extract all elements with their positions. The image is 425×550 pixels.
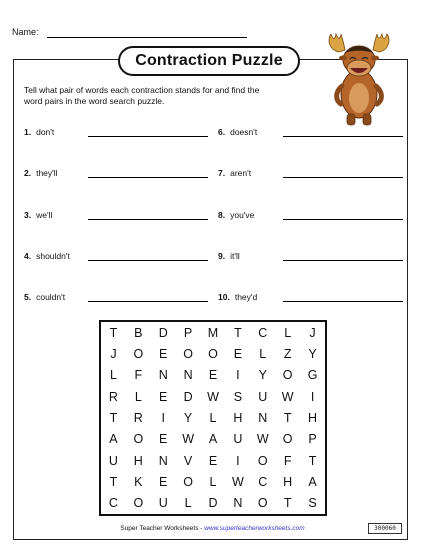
grid-letter[interactable]: P [183, 325, 193, 340]
grid-letter[interactable]: O [133, 496, 144, 511]
footer-brand: Super Teacher Worksheets - [120, 525, 205, 532]
grid-letter[interactable]: I [310, 389, 315, 404]
answer-blank[interactable] [283, 136, 403, 137]
grid-letter[interactable]: C [258, 474, 268, 489]
grid-letter[interactable]: W [281, 389, 294, 404]
grid-letter[interactable]: Y [258, 368, 267, 383]
contraction-item [218, 292, 257, 302]
grid-letter[interactable]: F [134, 368, 143, 383]
answer-blank[interactable] [283, 177, 403, 178]
item-number: 5. [24, 292, 32, 302]
word-search-grid [99, 320, 327, 516]
contraction-word: we'll [36, 210, 53, 220]
contraction-word: you've [230, 210, 255, 220]
contraction-item [218, 127, 257, 137]
grid-letter[interactable]: E [208, 368, 218, 383]
contraction-word: it'll [230, 251, 240, 261]
grid-letter[interactable]: O [133, 346, 144, 361]
grid-letter[interactable]: N [158, 453, 168, 468]
grid-letter[interactable]: J [309, 325, 316, 340]
item-number: 6. [218, 127, 226, 137]
grid-letter[interactable]: I [236, 453, 240, 468]
contraction-item [218, 251, 240, 261]
contraction-item [24, 292, 65, 302]
grid-letter[interactable]: S [308, 496, 317, 511]
grid-letter[interactable]: O [183, 346, 193, 361]
grid-letter[interactable]: N [258, 410, 268, 425]
grid-letter[interactable]: L [284, 325, 292, 340]
worksheet-code: 300060 [368, 523, 402, 534]
answer-blank[interactable] [283, 301, 403, 302]
footer [0, 525, 425, 532]
grid-letter[interactable]: E [233, 346, 243, 361]
item-number: 8. [218, 210, 226, 220]
grid-letter[interactable]: A [208, 432, 218, 447]
grid-letter[interactable]: U [108, 453, 118, 468]
grid-letter[interactable]: T [283, 410, 292, 425]
grid-letter[interactable]: L [209, 410, 217, 425]
grid-letter[interactable]: H [133, 453, 143, 468]
grid-letter[interactable]: I [161, 410, 165, 425]
answer-blank[interactable] [88, 136, 208, 137]
grid-letter[interactable]: T [308, 453, 317, 468]
grid-letter[interactable]: W [207, 389, 219, 404]
grid-letter[interactable]: E [159, 432, 168, 447]
name-line[interactable] [47, 37, 247, 38]
grid-letter[interactable]: F [283, 453, 292, 468]
grid-letter[interactable]: H [308, 410, 318, 425]
grid-letter[interactable]: N [183, 368, 193, 383]
grid-letter[interactable]: D [183, 389, 193, 404]
moose-mascot-icon [325, 28, 393, 128]
grid-letter[interactable]: T [109, 325, 118, 340]
grid-letter[interactable]: U [258, 389, 268, 404]
item-number: 7. [218, 168, 226, 178]
grid-letter[interactable]: N [158, 368, 168, 383]
grid-letter[interactable]: L [109, 368, 117, 383]
title-banner [118, 46, 300, 76]
grid-letter[interactable]: G [307, 368, 318, 383]
contraction-item [24, 127, 54, 137]
name-label: Name: [12, 27, 39, 37]
grid-letter[interactable]: T [109, 410, 118, 425]
grid-letter[interactable]: O [257, 453, 268, 468]
contraction-item [24, 210, 52, 220]
grid-letter[interactable]: D [158, 325, 168, 340]
grid-letter[interactable]: L [259, 346, 267, 361]
answer-blank[interactable] [88, 177, 208, 178]
contraction-item [24, 251, 70, 261]
grid-letter[interactable]: U [158, 496, 168, 511]
grid-letter[interactable]: H [233, 410, 243, 425]
answer-blank[interactable] [283, 260, 403, 261]
item-number: 2. [24, 168, 32, 178]
grid-letter[interactable]: V [183, 453, 193, 468]
grid-letter[interactable]: U [233, 432, 243, 447]
grid-letter[interactable]: E [159, 389, 168, 404]
grid-letter[interactable]: T [234, 325, 242, 340]
grid-letter[interactable]: O [257, 496, 268, 511]
grid-letter[interactable]: T [283, 496, 292, 511]
contraction-word: don't [36, 127, 55, 137]
grid-letter[interactable]: A [308, 474, 317, 489]
contraction-word: doesn't [230, 127, 258, 137]
grid-letter[interactable]: B [134, 325, 143, 340]
grid-letter[interactable]: O [208, 346, 218, 361]
grid-letter[interactable]: O [282, 368, 293, 383]
grid-letter[interactable]: O [133, 432, 144, 447]
grid-letter[interactable]: H [283, 474, 293, 489]
instructions: Tell what pair of words each contraction stands for and find the word pairs in the word search puzzle. [24, 85, 260, 106]
grid-letter[interactable]: C [258, 325, 268, 340]
grid-letter[interactable]: W [182, 432, 194, 447]
grid-letter[interactable]: L [209, 474, 217, 489]
grid-letter[interactable]: S [233, 389, 243, 404]
contraction-word: they'd [234, 292, 258, 302]
contraction-word: aren't [230, 168, 252, 178]
grid-letter[interactable]: L [134, 389, 142, 404]
answer-blank[interactable] [283, 219, 403, 220]
grid-letter[interactable]: O [282, 432, 293, 447]
grid-letter[interactable]: T [109, 474, 118, 489]
contraction-item [218, 168, 251, 178]
grid-letter[interactable]: Y [183, 410, 193, 425]
grid-letter[interactable]: W [231, 474, 244, 489]
grid-letter[interactable]: E [208, 453, 218, 468]
contraction-item [24, 168, 58, 178]
contraction-word: shouldn't [36, 251, 70, 261]
grid-letter[interactable]: N [233, 496, 243, 511]
grid-letter[interactable]: M [207, 325, 219, 340]
contraction-word: they'll [36, 168, 58, 178]
grid-letter[interactable]: O [183, 474, 193, 489]
grid-letter[interactable]: R [133, 410, 143, 425]
grid-letter[interactable]: C [108, 496, 118, 511]
grid-letter[interactable]: P [308, 432, 317, 447]
answer-blank[interactable] [88, 219, 208, 220]
grid-letter[interactable]: I [236, 368, 240, 383]
grid-letter[interactable]: Y [308, 346, 317, 361]
item-number: 10. [218, 292, 230, 302]
contraction-item [218, 210, 254, 220]
page-title: Contraction Puzzle [135, 52, 283, 69]
contraction-word: couldn't [36, 292, 66, 302]
grid-letter[interactable]: E [159, 346, 168, 361]
item-number: 1. [24, 127, 32, 137]
grid-letter[interactable]: J [110, 346, 117, 361]
footer-link[interactable]: www.superteacherworksheets.com [204, 525, 305, 532]
item-number: 9. [218, 251, 226, 261]
grid-letter[interactable]: E [159, 474, 168, 489]
item-number: 3. [24, 210, 32, 220]
grid-letter[interactable]: L [184, 496, 192, 511]
grid-letter[interactable]: Z [283, 346, 292, 361]
answer-blank[interactable] [88, 301, 208, 302]
item-number: 4. [24, 251, 32, 261]
answer-blank[interactable] [88, 260, 208, 261]
grid-letter[interactable]: W [256, 432, 269, 447]
grid-letter[interactable]: D [208, 496, 218, 511]
grid-letter[interactable]: R [108, 389, 118, 404]
grid-letter[interactable]: K [134, 474, 143, 489]
grid-letter[interactable]: A [109, 432, 118, 447]
